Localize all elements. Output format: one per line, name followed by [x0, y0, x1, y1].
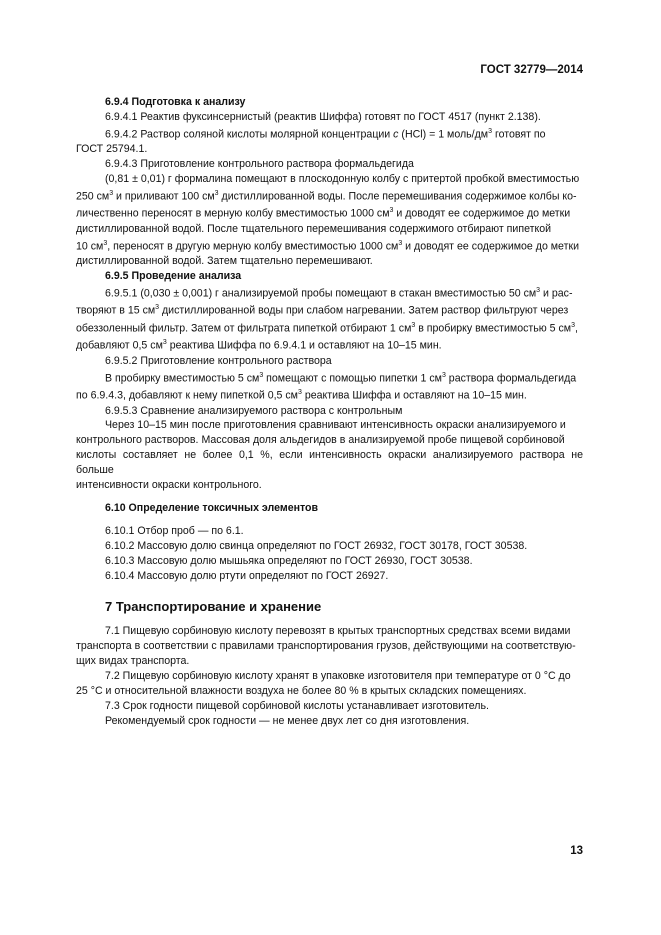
- superscript: 3: [411, 321, 416, 329]
- para-line: [76, 336, 583, 353]
- text-span: по 6.9.4.3, добавляют к нему пипеткой 0,5 см: [76, 389, 298, 402]
- para-line: транспорта в соответствии с правилами транспортирования грузов, действующими на соответствую-: [76, 640, 576, 653]
- para-line: дистиллированной водой. Затем тщательно перемешивают.: [76, 255, 373, 268]
- text-span: и доводят ее содержимое до метки: [393, 207, 571, 220]
- superscript: 3: [488, 127, 492, 135]
- section-title-6-9-4: [105, 95, 583, 110]
- text-span: дистиллированной воды. После перемешивания содержимое колбы ко-: [218, 190, 577, 203]
- para-line: [76, 237, 583, 254]
- section-title-6-10: [105, 501, 583, 516]
- para-line: [76, 386, 583, 403]
- clause-6-9-5-2: 6.9.5.2 Приготовление контрольного раствора: [105, 354, 332, 367]
- para-line: контрольного растворов. Массовая доля альдегидов в анализируемой пробе пищевой сорбиновой: [76, 434, 565, 447]
- text-span: реактива Шиффа и оставляют на 10–15 мин.: [301, 389, 527, 402]
- para-line: [76, 187, 583, 204]
- text-span: 6.9.5.1 (0,030 ± 0,001) г анализируемой пробы помещают в стакан вместимостью 50 см: [105, 287, 537, 300]
- superscript: 3: [103, 239, 108, 247]
- superscript: 3: [536, 287, 541, 294]
- section-title-7: 7 Транспортирование и хранение: [105, 598, 322, 614]
- superscript: 3: [389, 207, 394, 215]
- para-line: [76, 301, 583, 318]
- superscript: 3: [109, 189, 114, 197]
- para-line: 25 °С и относительной влажности воздуха не более 80 % в крытых складских помещениях.: [76, 685, 527, 698]
- spacer: [105, 493, 583, 501]
- para-line: кислоты составляет не более 0,1 %, если интенсивность окраски анализируемого раствора не больше: [76, 449, 583, 477]
- text-span: c: [393, 128, 399, 141]
- para-line: дистиллированной водой. После тщательного перемешивания содержимого отбирают пипеткой: [76, 222, 552, 235]
- para-line: интенсивности окраски контрольного.: [76, 479, 262, 492]
- text-span: и рас-: [540, 287, 573, 300]
- superscript: 3: [297, 389, 302, 397]
- text-span: личественно переносят в мерную колбу вместимостью 1000 см: [76, 207, 390, 220]
- superscript: 3: [441, 371, 446, 379]
- section-heading: 6.10 Определение токсичных элементов: [105, 501, 319, 514]
- clause-6-9-4-2-cont: ГОСТ 25794.1.: [76, 143, 148, 156]
- text-span: раствора формальдегида: [445, 372, 577, 385]
- clause-6-9-4-3: 6.9.4.3 Приготовление контрольного раствора формальдегида: [105, 158, 414, 171]
- text-span: 6.9.4.2 Раствор соляной кислоты молярной концентрации: [105, 128, 394, 141]
- section-heading: 6.9.5 Проведение анализа: [105, 270, 242, 283]
- clause-6-10-2: 6.10.2 Массовую долю свинца определяют по ГОСТ 26932, ГОСТ 30178, ГОСТ 30538.: [105, 539, 528, 552]
- superscript: 3: [162, 339, 167, 347]
- superscript: 3: [155, 304, 160, 312]
- para-line: [105, 284, 583, 301]
- para-line: Через 10–15 мин после приготовления сравнивают интенсивность окраски анализируемого и: [105, 419, 566, 432]
- spacer: [105, 516, 583, 524]
- para-line: (0,81 ± 0,01) г формалина помещают в плоскодонную колбу с притертой пробкой вместимостью: [105, 173, 580, 186]
- text-span: добавляют 0,5 см: [76, 339, 163, 352]
- para-line: 7.1 Пищевую сорбиновую кислоту перевозят в крытых транспортных средствах всеми видами: [105, 625, 571, 638]
- text-span: готовят по: [492, 128, 546, 141]
- clause-6-10-1: 6.10.1 Отбор проб — по 6.1.: [105, 524, 244, 537]
- superscript: 3: [571, 321, 575, 329]
- para-line: щих видах транспорта.: [76, 655, 190, 668]
- text-span: творяют в 15 см: [76, 304, 156, 317]
- standard-number: ГОСТ 32779—2014: [480, 64, 583, 76]
- clause-6-10-3: 6.10.3 Массовую долю мышьяка определяют по ГОСТ 26930, ГОСТ 30538.: [105, 554, 473, 567]
- page-number: 13: [570, 845, 583, 857]
- text-span: ,: [574, 322, 578, 335]
- text-span: В пробирку вместимостью 5 см: [105, 372, 260, 385]
- text-span: дистиллированной воды при слабом нагревании. Затем раствор фильтруют через: [159, 304, 569, 317]
- text-span: обеззоленный фильтр. Затем от фильтрата пипеткой отбирают 1 см: [76, 322, 412, 335]
- recommended-shelf-life: Рекомендуемый срок годности — не менее двух лет со дня изготовления.: [105, 714, 470, 727]
- text-span: и приливают 100 см: [113, 190, 215, 203]
- clause-6-10-4: 6.10.4 Массовую долю ртути определяют по ГОСТ 26927.: [105, 569, 389, 582]
- clause-7-3: 7.3 Срок годности пищевой сорбиновой кислоты устанавливает изготовитель.: [105, 699, 489, 712]
- superscript: 3: [259, 371, 264, 379]
- superscript: 3: [398, 239, 403, 247]
- text-span: помещают с помощью пипетки 1 см: [263, 372, 442, 385]
- text-span: в пробирку вместимостью 5 см: [415, 322, 572, 335]
- superscript: 3: [214, 189, 219, 197]
- para-line: [105, 369, 583, 386]
- text-span: и доводят ее содержимое до метки: [402, 240, 580, 253]
- para-line: 7.2 Пищевую сорбиновую кислоту хранят в упаковке изготовителя при температуре от 0 °С до: [105, 670, 571, 683]
- text-span: (HCl) = 1 моль/дм: [398, 128, 489, 141]
- text-span: 250 см: [76, 190, 110, 203]
- clause-6-9-4-2: [105, 125, 583, 142]
- para-line: [76, 319, 583, 336]
- para-line: [76, 204, 583, 221]
- section-title-6-9-5: [105, 269, 583, 284]
- text-span: 10 см: [76, 240, 104, 253]
- text-span: , переносят в другую мерную колбу вместимостью 1000 см: [107, 240, 399, 253]
- text-span: реактива Шиффа по 6.9.4.1 и оставляют на 10–15 мин.: [166, 339, 442, 352]
- clause-6-9-5-3: 6.9.5.3 Сравнение анализируемого раствора с контрольным: [105, 404, 403, 417]
- section-heading: 6.9.4 Подготовка к анализу: [105, 96, 246, 108]
- clause-6-9-4-1: 6.9.4.1 Реактив фуксинсернистый (реактив Шиффа) готовят по ГОСТ 4517 (пункт 2.138).: [105, 110, 541, 123]
- page-content: [76, 95, 583, 729]
